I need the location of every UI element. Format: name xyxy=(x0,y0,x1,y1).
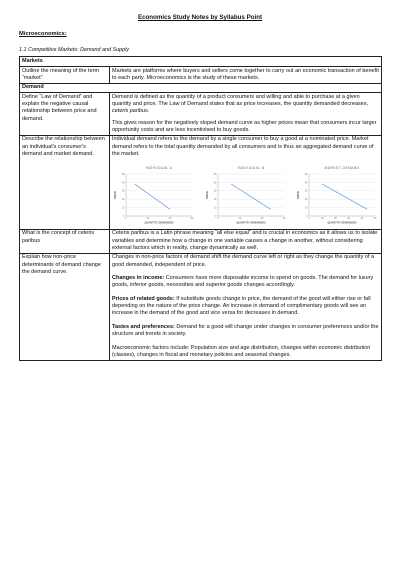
chart-individual-a xyxy=(112,164,196,226)
factor-label: Prices of related goods: xyxy=(112,296,175,303)
document-title: Economics Study Notes by Syllabus Point xyxy=(137,14,263,21)
table-row xyxy=(20,66,382,83)
y-tick-label: 40 xyxy=(213,181,216,185)
question-cell: Explain how non-price determinants of demand change the demand curve. xyxy=(20,253,110,360)
y-tick-label: 10 xyxy=(121,206,125,210)
x-tick-label: 20 xyxy=(260,216,263,220)
demand-curve xyxy=(322,184,367,209)
y-tick-label: 30 xyxy=(121,189,125,193)
y-tick-label: 50 xyxy=(304,172,308,176)
answer-cell xyxy=(110,135,382,229)
x-tick-label: 20 xyxy=(334,216,337,220)
x-tick-label: 40 xyxy=(360,216,364,220)
x-axis-label: QUANTITY DEMANDED xyxy=(236,221,265,225)
y-tick-label: 40 xyxy=(121,181,125,185)
x-axis-label: QUANTITY DEMANDED xyxy=(144,221,174,225)
chart-title: INDIVIDUAL B xyxy=(237,165,264,170)
factor-text: If substitute goods change in price, the demand of the good will either rise or fall depending on the nature of the price change. An increase in demand of complimentary goods will see an increase in the demand of the good and vice versa for decreases in demand. xyxy=(112,296,371,317)
x-tick-label: 30 xyxy=(347,216,350,220)
x-tick-label: 30 xyxy=(282,216,285,220)
question-cell: Outline the meaning of the term “market” xyxy=(20,66,110,83)
answer-paragraph xyxy=(112,94,379,115)
factor-label: Changes in income: xyxy=(112,275,165,282)
y-axis-label: PRICE xyxy=(297,190,300,199)
answer-paragraph xyxy=(112,324,379,338)
answer-cell: Markets are platforms where buyers and sellers come together to carry out an economic transaction of benefit to each party. Microeconomics is the study of these markets. xyxy=(110,66,382,83)
factor-text: Demand for a good will change under changes in consumer preferences and/or the structure and trends in society. xyxy=(112,323,379,338)
x-tick-label: 10 xyxy=(146,216,150,220)
y-tick-label: 30 xyxy=(304,189,308,193)
chart-title: MARKET DEMAND xyxy=(324,165,360,170)
answer-cell: Ceteris paribus is a Latin phrase meaning “all else equal” and is crucial in economics as it allows us to isolate variables and determine how a change in one variable causes a change in another, without considering external factors which in reality, change dynamically as well. xyxy=(110,229,382,253)
group-heading-markets: Markets xyxy=(20,57,382,67)
answer-paragraph: Individual demand refers to the demand by a single consumer to buy a good at a nominated price. Market demand refers to the total quantity demanded by all consumers and is thus an aggregated demand curve of the market. xyxy=(112,136,374,157)
answer-text: Demand is defined as the quantity of a product consumers and willing and able to purchase at a given quantity and price. The Law of Demand states that as price increases, the quantity demanded decreases, xyxy=(112,94,369,108)
y-tick-label: 20 xyxy=(121,197,125,201)
chart-svg xyxy=(295,164,379,226)
subsection-heading: 1.1 Competitive Markets: Demand and Supply xyxy=(19,47,129,53)
x-tick-label: 0 xyxy=(216,216,219,220)
y-tick-label: 0 xyxy=(123,214,125,218)
x-axis-label: QUANTITY DEMANDED xyxy=(327,221,357,225)
x-tick-label: 50 xyxy=(373,216,377,220)
demand-charts xyxy=(112,164,379,226)
x-tick-label: 0 xyxy=(308,216,310,220)
question-cell: What is the concept of ceteris paribus xyxy=(20,229,110,253)
group-row-markets xyxy=(20,57,382,67)
y-tick-label: 40 xyxy=(304,181,308,185)
demand-curve xyxy=(231,184,271,209)
y-tick-label: 50 xyxy=(213,172,216,176)
chart-market-demand xyxy=(295,164,379,226)
section-heading: Microeconomics: xyxy=(19,31,67,37)
answer-paragraph xyxy=(112,275,379,289)
answer-paragraph xyxy=(112,296,379,317)
y-tick-label: 30 xyxy=(213,189,216,193)
group-heading-demand: Demand xyxy=(20,83,382,93)
answer-paragraph: Changes in non-price factors of demand shift the demand curve left or right as they change the quantity of a good demanded, independent of price. xyxy=(112,254,375,268)
table-row xyxy=(20,229,382,253)
chart-svg xyxy=(204,164,288,226)
y-tick-label: 0 xyxy=(214,214,216,218)
y-tick-label: 50 xyxy=(121,172,125,176)
notes-table xyxy=(19,56,382,361)
y-axis-label: PRICE xyxy=(205,190,209,199)
y-tick-label: 20 xyxy=(304,197,308,201)
table-row xyxy=(20,253,382,360)
chart-title: INDIVIDUAL A xyxy=(145,165,173,170)
chart-svg xyxy=(112,164,196,226)
y-tick-label: 0 xyxy=(306,214,308,218)
table-row xyxy=(20,93,382,135)
y-axis-label: PRICE xyxy=(114,190,117,199)
question-cell: Describe the relationship between an individual's consumer's demand and market demand. xyxy=(20,135,110,229)
y-tick-label: 20 xyxy=(213,197,216,201)
y-tick-label: 10 xyxy=(304,206,308,210)
x-tick-label: 0 xyxy=(125,216,127,220)
x-tick-label: 20 xyxy=(168,216,172,220)
chart-individual-b xyxy=(204,164,288,226)
answer-paragraph: Macroeconomic factors include: Population size and age distribution, changes within economic distribution (classes), changes in fiscal and monetary policies and seasonal changes. xyxy=(112,344,371,358)
table-row xyxy=(20,135,382,229)
x-tick-label: 10 xyxy=(320,216,324,220)
x-tick-label: 10 xyxy=(238,216,241,220)
factor-label: Tastes and preferences: xyxy=(112,323,175,330)
y-tick-label: 10 xyxy=(213,206,216,210)
demand-curve xyxy=(135,184,170,209)
answer-paragraph: This gives reason for the negatively sloped demand curve as higher prices mean that consumers incur larger opportunity costs and are less incentivised to buy goods. xyxy=(112,119,377,133)
answer-cell xyxy=(110,93,382,135)
answer-italic-text: ceteris paribus. xyxy=(112,108,150,115)
question-cell: Define “Law of Demand” and explain the negative causal relationship between price and demand. xyxy=(20,93,110,135)
factor-text: Consumers have more disposable income to spend on goods. The demand for luxury goods, inferior goods, necessities and superior goods changes accordingly. xyxy=(112,275,374,289)
answer-cell xyxy=(110,253,382,360)
group-row-demand xyxy=(20,83,382,93)
x-tick-label: 30 xyxy=(190,216,194,220)
